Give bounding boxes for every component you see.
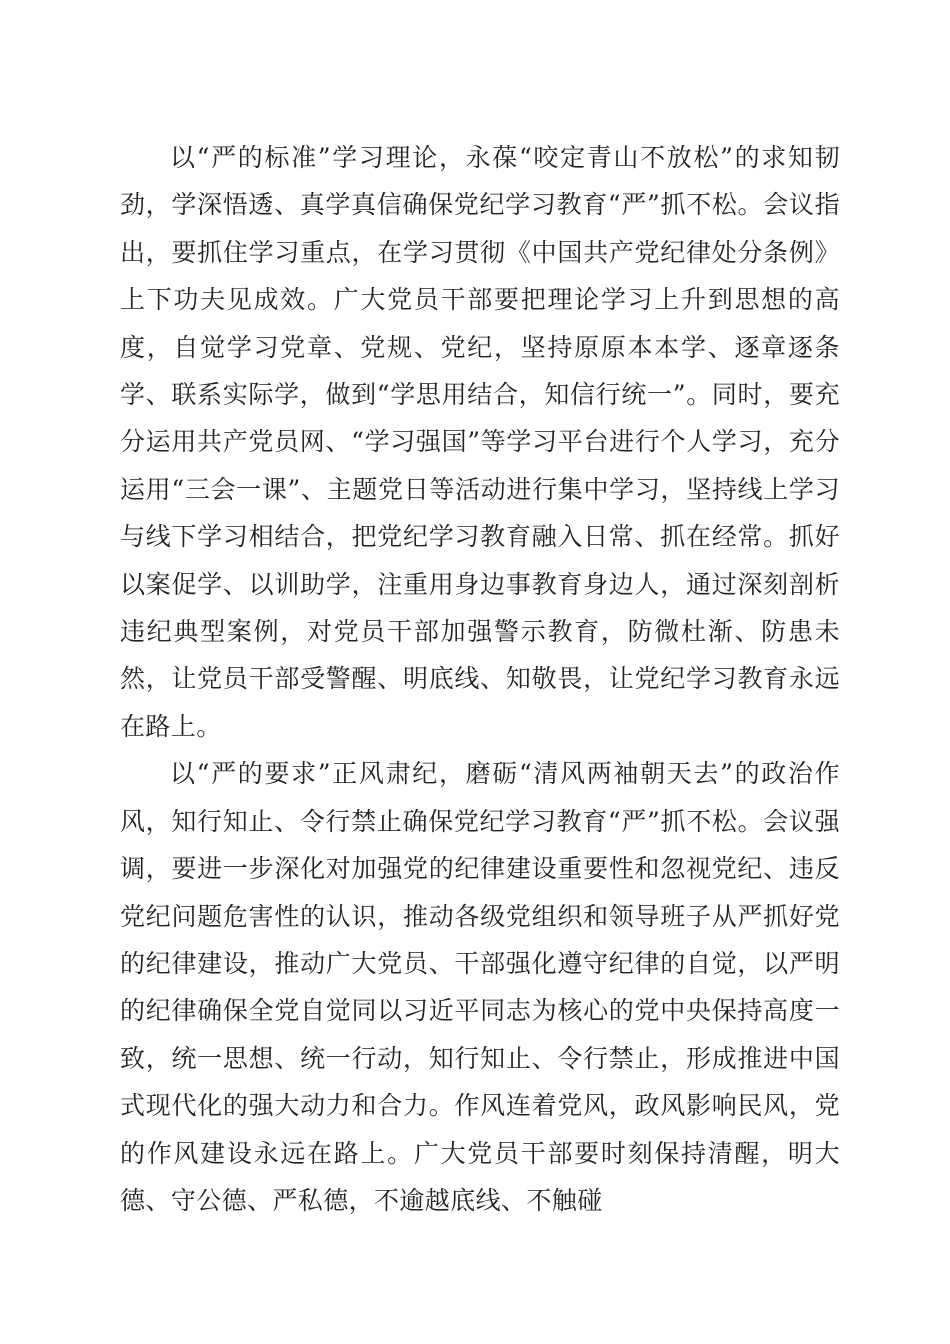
document-body <box>120 134 840 1224</box>
paragraph-discipline-style: 以“严的要求”正风肃纪，磨砺“清风两袖朝天去”的政治作风，知行知止、令行禁止确保党纪学习教育“严”抓不松。会议强调，要进一步深化对加强党的纪律建设重要性和忽视党纪、违反党纪问题危害性的认识，推动各级党组织和领导班子从严抓好党的纪律建设，推动广大党员、干部强化遵守纪律的自觉，以严明的纪律确保全党自觉同以习近平同志为核心的党中央保持高度一致，统一思想、统一行动，知行知止、令行禁止，形成推进中国式现代化的强大动力和合力。作风连着党风，政风影响民风，党的作风建设永远在路上。广大党员干部要时刻保持清醒，明大德、守公德、严私德，不逾越底线、不触碰 <box>120 759 840 1215</box>
paragraph-study-theory: 以“严的标准”学习理论，永葆“咬定青山不放松”的求知韧劲，学深悟透、真学真信确保党纪学习教育“严”抓不松。会议指出，要抓住学习重点，在学习贯彻《中国共产党纪律处分条例》上下功夫见成效。广大党员干部要把理论学习上升到思想的高度，自觉学习党章、党规、党纪，坚持原原本本学、逐章逐条学、联系实际学，做到“学思用结合，知信行统一”。同时，要充分运用共产党员网、“学习强国”等学习平台进行个人学习，充分运用“三会一课”、主题党日等活动进行集中学习，坚持线上学习与线下学习相结合，把党纪学习教育融入日常、抓在经常。抓好以案促学、以训助学，注重用身边事教育身边人，通过深刻剖析违纪典型案例，对党员干部加强警示教育，防微杜渐、防患未然，让党员干部受警醒、明底线、知敬畏，让党纪学习教育永远在路上。 <box>120 143 840 741</box>
